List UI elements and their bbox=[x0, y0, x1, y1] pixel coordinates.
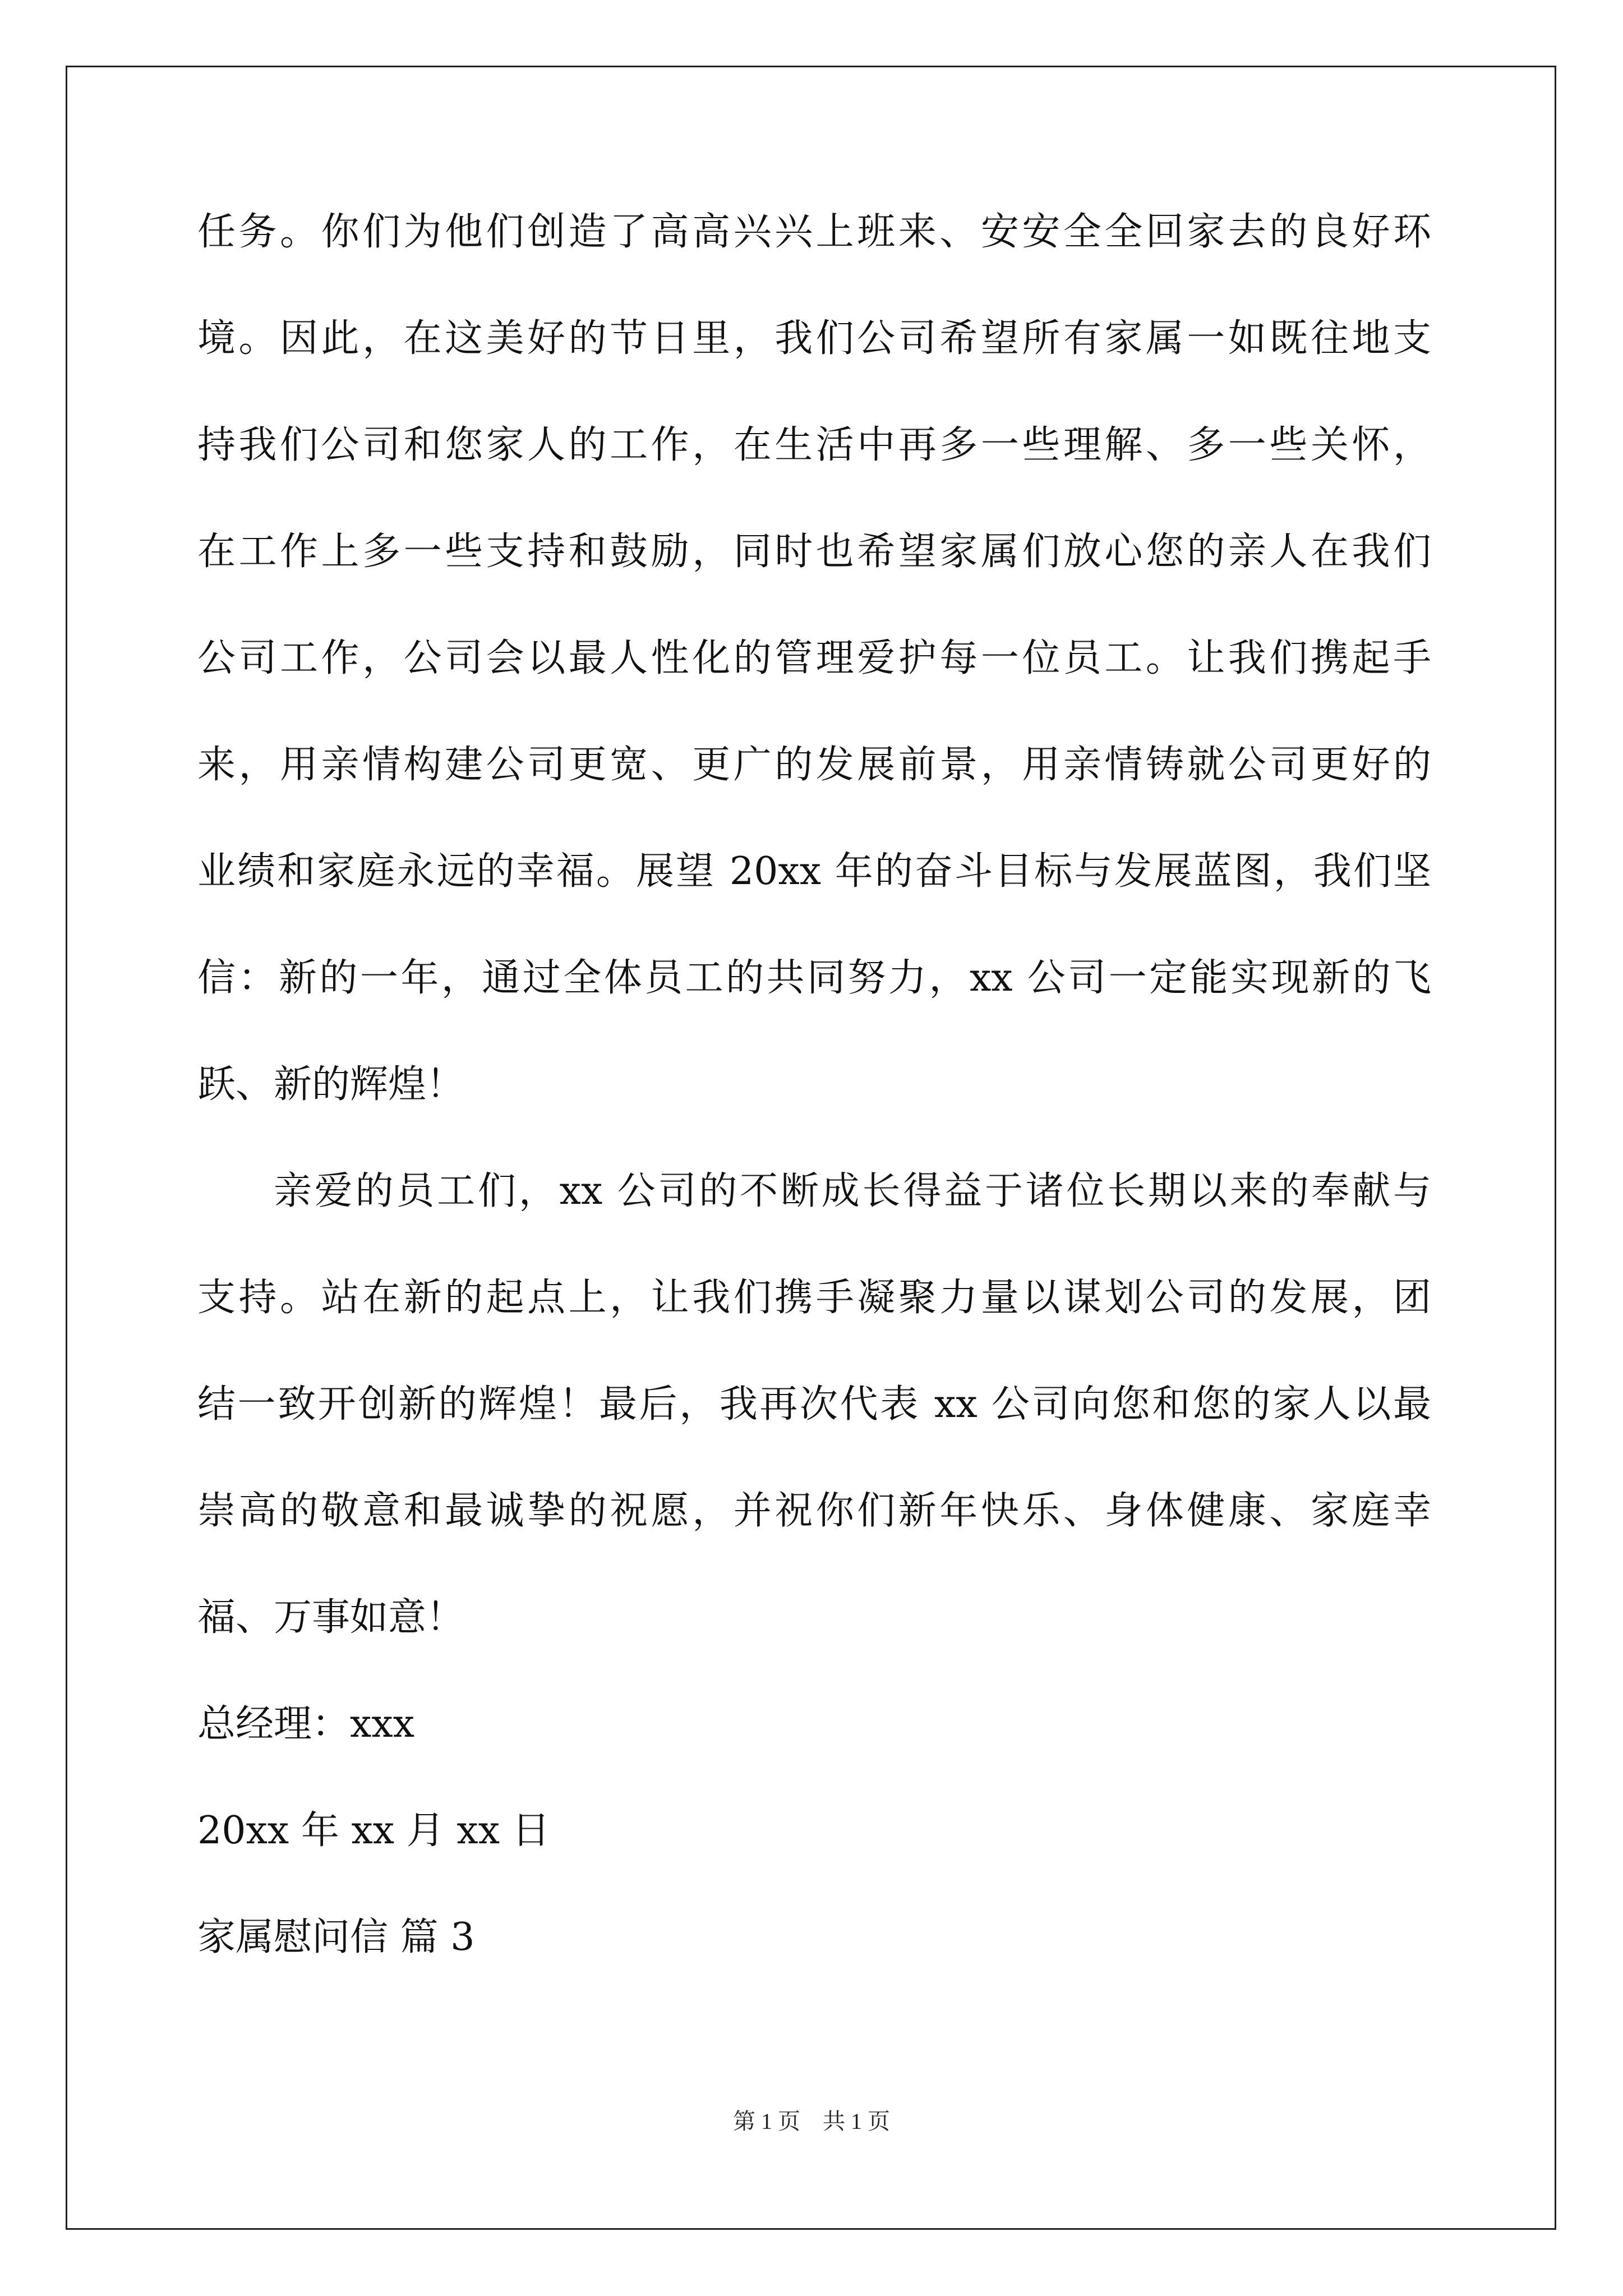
paragraph-line: 信：新的一年，通过全体员工的共同努力，xx 公司一定能实现新的飞 bbox=[197, 956, 1431, 1000]
page-number-footer: 第 1 页 共 1 页 bbox=[733, 2109, 890, 2134]
paragraph-line: 持我们公司和您家人的工作，在生活中再多一些理解、多一些关怀， bbox=[197, 423, 1431, 467]
signature-line: 总经理：xxx bbox=[197, 1702, 415, 1746]
paragraph-line: 在工作上多一些支持和鼓励，同时也希望家属们放心您的亲人在我们 bbox=[197, 530, 1431, 574]
paragraph-line: 任务。你们为他们创造了高高兴兴上班来、安安全全回家去的良好环 bbox=[197, 210, 1431, 254]
paragraph-line: 支持。站在新的起点上，让我们携手凝聚力量以谋划公司的发展，团 bbox=[197, 1276, 1431, 1320]
paragraph-line: 业绩和家庭永远的幸福。展望 20xx 年的奋斗目标与发展蓝图，我们坚 bbox=[197, 849, 1431, 894]
section-heading: 家属慰问信 篇 3 bbox=[197, 1915, 475, 1959]
paragraph-line: 公司工作，公司会以最人性化的管理爱护每一位员工。让我们携起手 bbox=[197, 636, 1431, 680]
paragraph-line: 境。因此，在这美好的节日里，我们公司希望所有家属一如既往地支 bbox=[197, 316, 1431, 361]
paragraph-line: 福、万事如意！ bbox=[197, 1595, 465, 1640]
document-body bbox=[197, 210, 1431, 2025]
paragraph-line: 亲爱的员工们，xx 公司的不断成长得益于诸位长期以来的奉献与 bbox=[274, 1169, 1431, 1213]
date-line: 20xx 年 xx 月 xx 日 bbox=[197, 1809, 550, 1853]
paragraph-line: 来，用亲情构建公司更宽、更广的发展前景，用亲情铸就公司更好的 bbox=[197, 743, 1431, 787]
paragraph-line: 跃、新的辉煌！ bbox=[197, 1062, 465, 1107]
paragraph-line: 结一致开创新的辉煌！最后，我再次代表 xx 公司向您和您的家人以最 bbox=[197, 1382, 1431, 1427]
paragraph-line: 崇高的敬意和最诚挚的祝愿，并祝你们新年快乐、身体健康、家庭幸 bbox=[197, 1489, 1431, 1533]
